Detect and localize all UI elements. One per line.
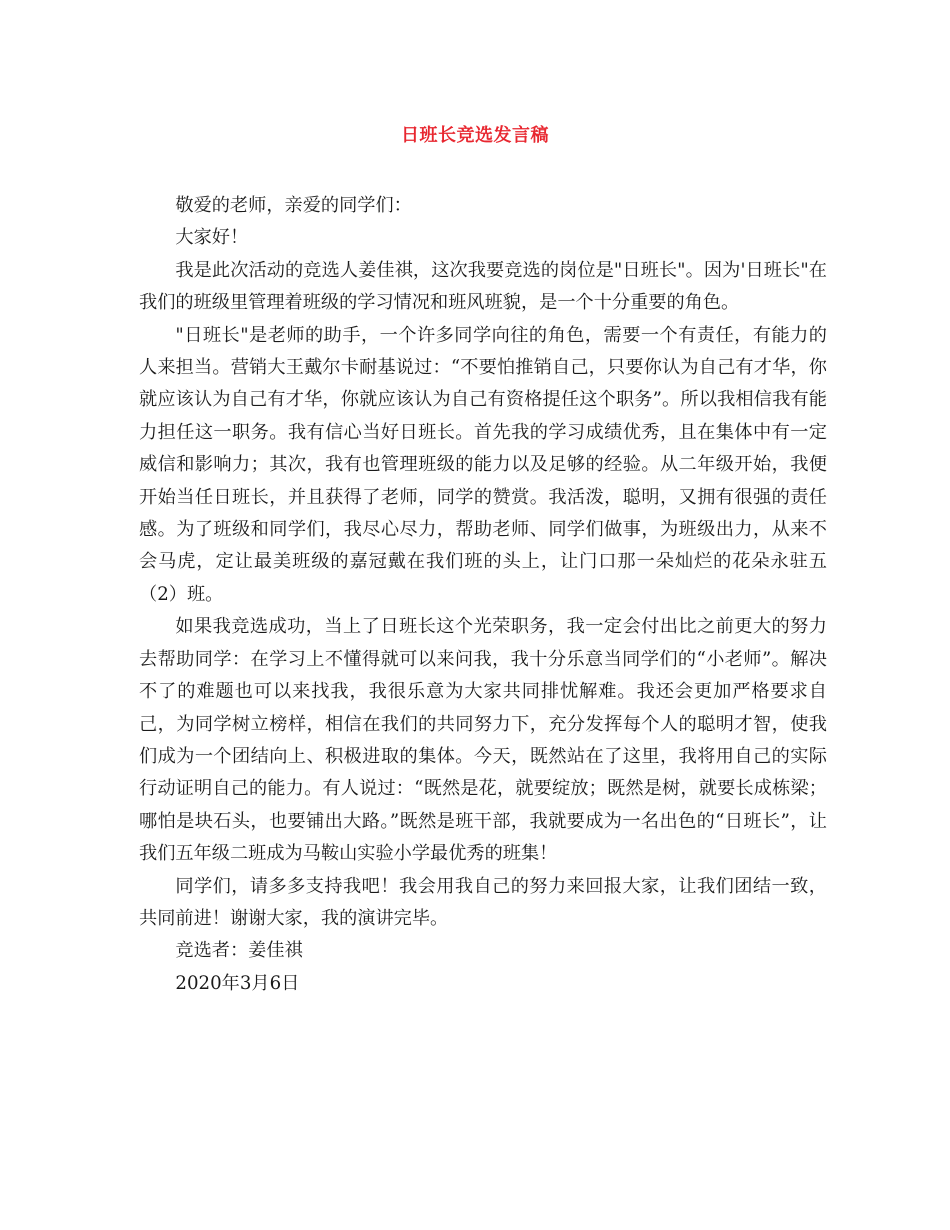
signature: 竞选者：姜佳祺 <box>175 940 303 962</box>
greeting: 大家好！ <box>175 227 249 249</box>
paragraph-closing: 同学们，请多多支持我吧！我会用我自己的努力来回报大家，让我们团结一致，共同前进！谢谢大家，我的演讲完毕。 <box>139 875 827 929</box>
salutation: 敬爱的老师，亲爱的同学们： <box>175 195 412 216</box>
document-title: 日班长竞选发言稿 <box>401 125 549 146</box>
document-body <box>139 190 827 1000</box>
paragraph-promises: 如果我竞选成功，当上了日班长这个光荣职务，我一定会付出比之前更大的努力去帮助同学：在学习上不懂得就可以来问我，我十分乐意当同学们的“小老师”。解决不了的难题也可以来找我，我很乐意为大家共同排忧解难。我还会更加严格要求自己，为同学树立榜样，相信在我们的共同努力下，充分发挥每个人的聪明才智，使我们成为一个团结向上、积极进取的集体。今天，既然站在了这里，我将用自己的实际行动证明自己的能力。有人说过：“既然是花，就要绽放；既然是树，就要长成栋梁；哪怕是块石头，也要铺出大路。”既然是班干部，我就要成为一名出色的“日班长”，让我们五年级二班成为马鞍山实验小学最优秀的班集！ <box>139 616 827 865</box>
paragraph-qualifications: "日班长"是老师的助手，一个许多同学向往的角色，需要一个有责任，有能力的人来担当。营销大王戴尔卡耐基说过：“不要怕推销自己，只要你认为自己有才华，你就应该认为自己有才华，你就应该认为自己有资格提任这个职务”。所以我相信我有能力担任这一职务。我有信心当好日班长。首先我的学习成绩优秀，且在集体中有一定威信和影响力；其次，我有也管理班级的能力以及足够的经验。从二年级开始，我便开始当任日班长，并且获得了老师，同学的赞赏。我活泼，聪明，又拥有很强的责任感。为了班级和同学们，我尽心尽力，帮助老师、同学们做事，为班级出力，从来不会马虎，定让最美班级的嘉冠戴在我们班的头上，让门口那一朵灿烂的花朵永驻五（2）班。 <box>139 324 827 605</box>
paragraph-intro: 我是此次活动的竞选人姜佳祺，这次我要竞选的岗位是"日班长"。因为'日班长"在我们的班级里管理着班级的学习情况和班风班貌，是一个十分重要的角色。 <box>139 259 827 314</box>
date: 2020年3月6日 <box>175 972 300 994</box>
